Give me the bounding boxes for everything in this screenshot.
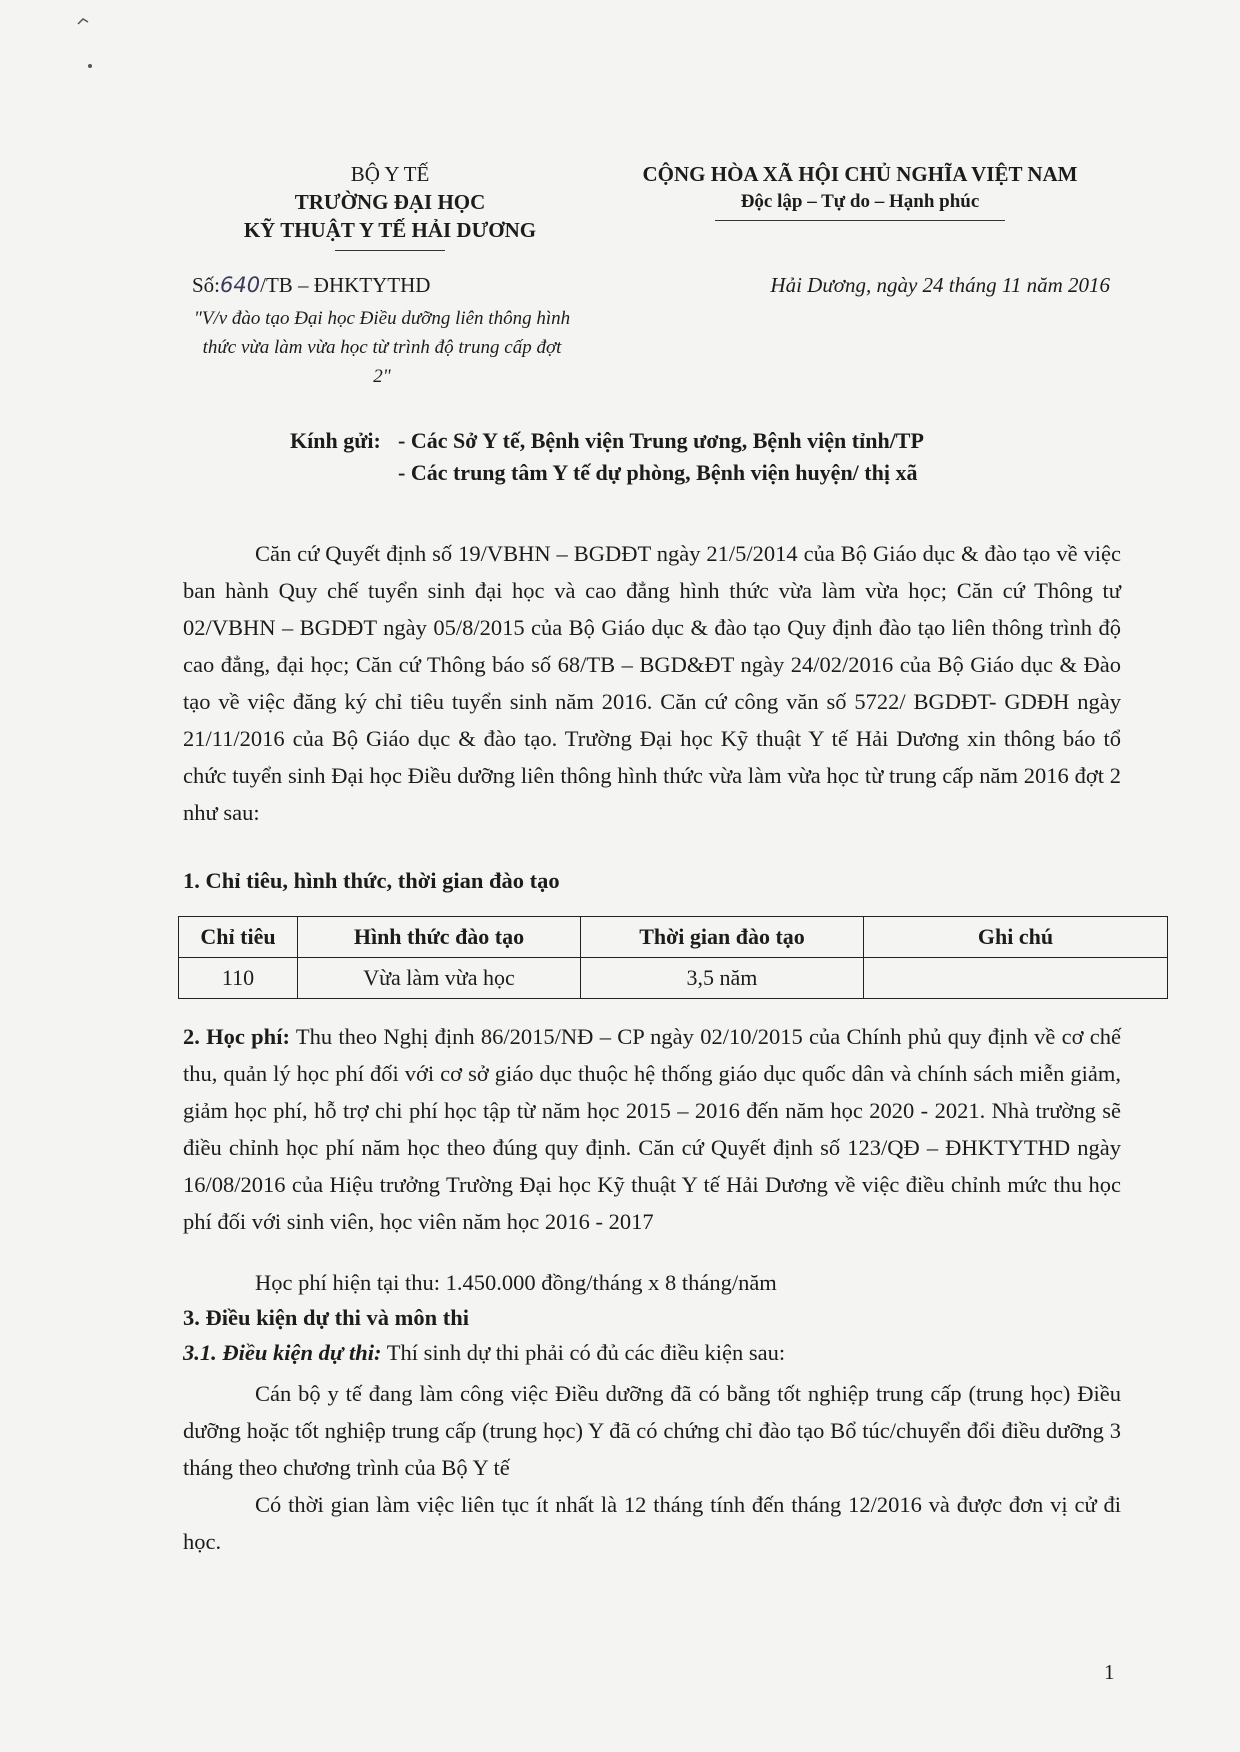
section-2 bbox=[183, 1018, 1121, 1240]
document-number-prefix: Số: bbox=[192, 273, 221, 297]
document-number-suffix: /TB – ĐHKTYTHD bbox=[260, 273, 431, 297]
national-motto: Độc lập – Tự do – Hạnh phúc bbox=[740, 191, 980, 212]
table-header-cell: Chỉ tiêu bbox=[179, 917, 298, 958]
table-cell: 110 bbox=[179, 958, 298, 999]
paragraph-eligibility: Cán bộ y tế đang làm công việc Điều dưỡng đã có bằng tốt nghiệp trung cấp (trung học) Điều dưỡng hoặc tốt nghiệp trung cấp (trung học) Y đã có chứng chỉ đào tạo Bổ túc/chuyển đổi điều dưỡng 3 tháng theo chương trình của Bộ Y tế bbox=[183, 1381, 1121, 1480]
table-header-cell: Hình thức đào tạo bbox=[298, 917, 581, 958]
document-number-handwritten: 640 bbox=[220, 273, 261, 297]
section-3-title: 3. Điều kiện dự thi và môn thi bbox=[183, 1305, 470, 1330]
section-2-title: 2. Học phí: bbox=[183, 1024, 290, 1049]
document-number bbox=[192, 273, 430, 298]
table-header-row bbox=[179, 917, 1168, 958]
scan-dot bbox=[88, 64, 92, 68]
table-header-cell: Ghi chú bbox=[864, 917, 1168, 958]
document-subject: "V/v đào tạo Đại học Điều dưỡng liên thông hình thức vừa làm vừa học từ trình độ trung cấp đợt 2" bbox=[193, 308, 571, 387]
paragraph-work-time: Có thời gian làm việc liên tục ít nhất là 12 tháng tính đến tháng 12/2016 và được đơn vị cử đi học. bbox=[183, 1492, 1121, 1554]
table-row bbox=[179, 958, 1168, 999]
issuer-ministry: BỘ Y TẾ bbox=[350, 162, 430, 186]
scan-mark bbox=[76, 14, 90, 28]
training-table bbox=[178, 916, 1168, 999]
national-header bbox=[600, 160, 1120, 221]
issuer-school-line1: TRƯỜNG ĐẠI HỌC bbox=[294, 190, 486, 214]
section-3-1-text: Thí sinh dự thi phải có đủ các điều kiện sau: bbox=[381, 1340, 786, 1365]
section-3-1-label: 3.1. Điều kiện dự thi: bbox=[183, 1340, 382, 1365]
recipients-label: Kính gửi: bbox=[290, 428, 381, 453]
fee-line: Học phí hiện tại thu: 1.450.000 đồng/tháng x 8 tháng/năm bbox=[255, 1270, 777, 1295]
recipients-line-2: - Các trung tâm Y tế dự phòng, Bệnh viện huyện/ thị xã bbox=[398, 460, 918, 485]
paragraph-legal-basis: Căn cứ Quyết định số 19/VBHN – BGDĐT ngày 21/5/2014 của Bộ Giáo dục & đào tạo về việc ban hành Quy chế tuyển sinh đại học và cao đẳng hình thức vừa làm vừa học; Căn cứ Thông tư 02/VBHN – BGDĐT ngày 05/8/2015 của Bộ Giáo dục & đào tạo Quy định đào tạo liên thông trình độ cao đẳng, đại học; Căn cứ Thông báo số 68/TB – BGD&ĐT ngày 24/02/2016 của Bộ Giáo dục & Đào tạo về việc đăng ký chỉ tiêu tuyển sinh năm 2016. Căn cứ công văn số 5722/ BGDĐT- GDĐH ngày 21/11/2016 của Bộ Giáo dục & đào tạo. Trường Đại học Kỹ thuật Y tế Hải Dương xin thông báo tổ chức tuyển sinh Đại học Điều dưỡng liên thông hình thức vừa làm vừa học từ trung cấp năm 2016 đợt 2 như sau: bbox=[183, 541, 1121, 825]
issuer-school-line2: KỸ THUẬT Y TẾ HẢI DƯƠNG bbox=[243, 218, 537, 242]
national-underline bbox=[715, 220, 1005, 221]
table-cell: 3,5 năm bbox=[581, 958, 864, 999]
table-header-cell: Thời gian đào tạo bbox=[581, 917, 864, 958]
issuer-underline bbox=[335, 250, 445, 251]
recipients-line-1: - Các Sở Y tế, Bệnh viện Trung ương, Bệnh viện tỉnh/TP bbox=[398, 428, 924, 453]
section-3-1 bbox=[183, 1340, 785, 1366]
dateline: Hải Dương, ngày 24 tháng 11 năm 2016 bbox=[770, 273, 1110, 297]
table-cell: Vừa làm vừa học bbox=[298, 958, 581, 999]
issuer-header bbox=[190, 160, 590, 251]
page-number: 1 bbox=[1104, 1660, 1115, 1684]
table-cell bbox=[864, 958, 1168, 999]
national-title: CỘNG HÒA XÃ HỘI CHỦ NGHĨA VIỆT NAM bbox=[642, 162, 1078, 186]
section-1-title: 1. Chỉ tiêu, hình thức, thời gian đào tạo bbox=[183, 868, 560, 893]
section-2-text: Thu theo Nghị định 86/2015/NĐ – CP ngày 02/10/2015 của Chính phủ quy định về cơ chế thu, quản lý học phí đối với cơ sở giáo dục thuộc hệ thống giáo dục quốc dân và chính sách miễn giảm, giảm học phí, hỗ trợ chi phí học tập từ năm học 2015 – 2016 đến năm học 2020 - 2021. Nhà trường sẽ điều chỉnh học phí năm học theo đúng quy định. Căn cứ Quyết định số 123/QĐ – ĐHKTYTHD ngày 16/08/2016 của Hiệu trưởng Trường Đại học Kỹ thuật Y tế Hải Dương về việc điều chỉnh mức thu học phí đối với sinh viên, học viên năm học 2016 - 2017 bbox=[183, 1024, 1121, 1234]
